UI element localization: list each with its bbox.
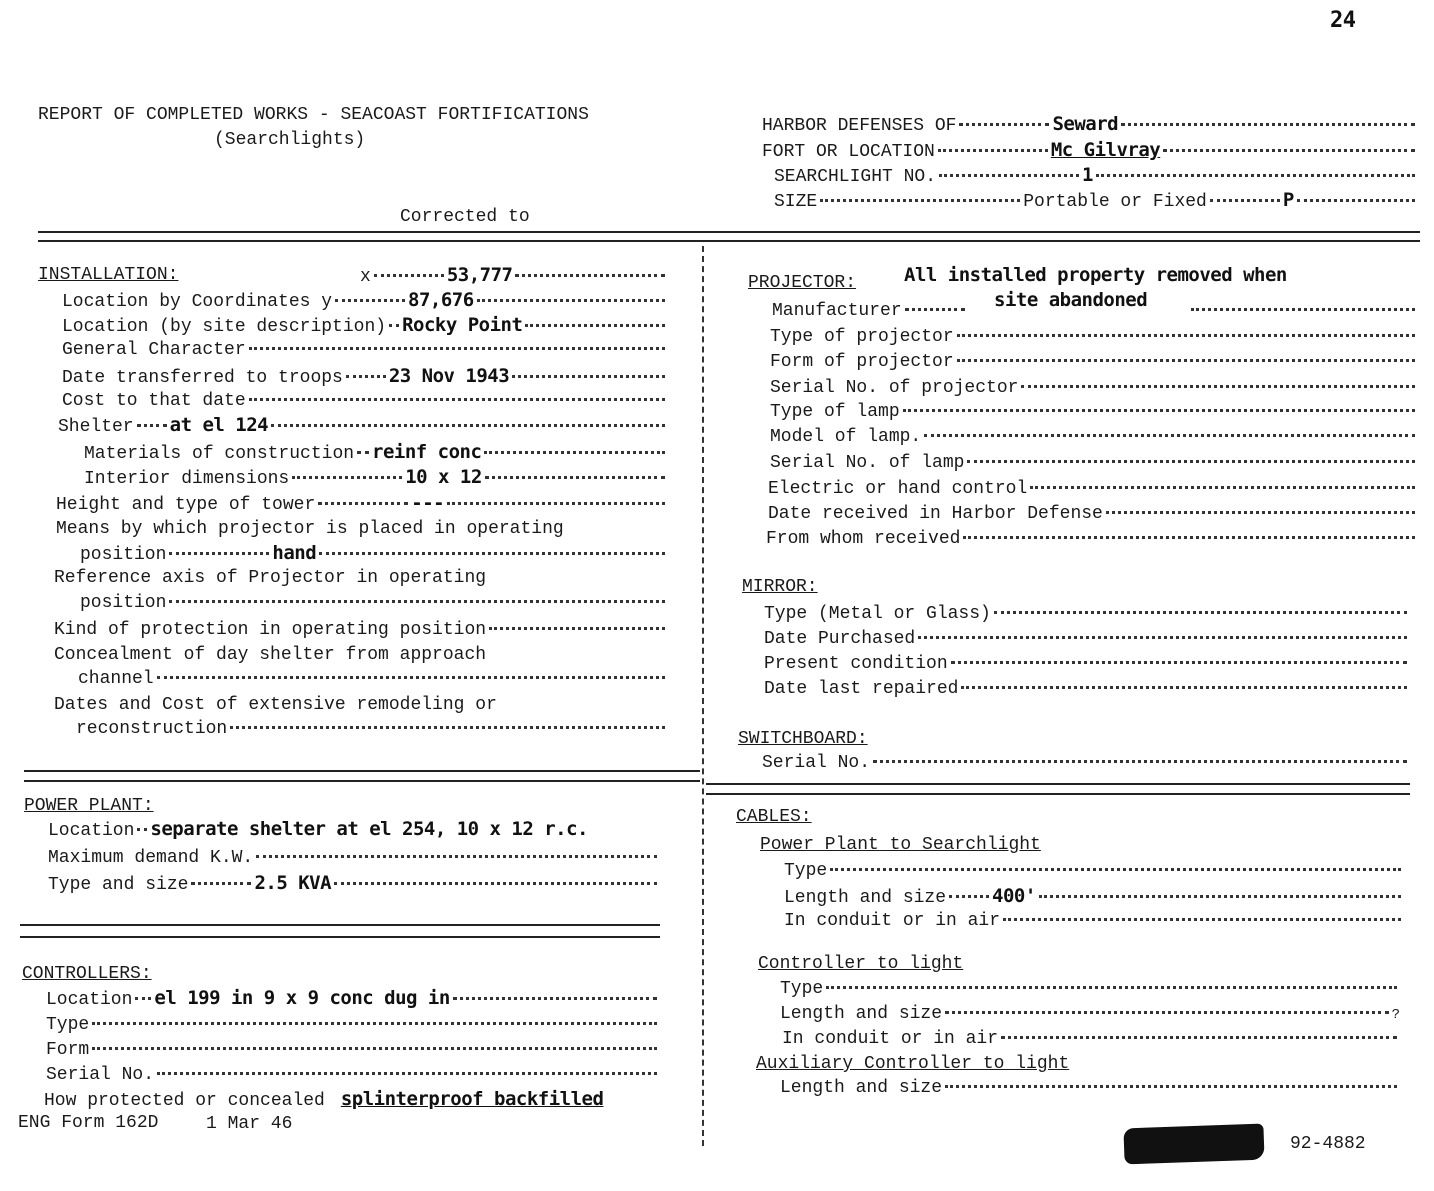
- means-value: hand: [272, 542, 317, 564]
- projector-heading: PROJECTOR:: [748, 273, 857, 293]
- tower-row: [56, 492, 668, 516]
- left-rule-2: [24, 780, 700, 782]
- pp-cable-type-row: [784, 860, 1404, 882]
- cables-heading: CABLES:: [736, 807, 812, 827]
- ref-row: [80, 592, 668, 614]
- searchlight-row: [774, 164, 1418, 188]
- pp-cable-length-value: 400': [992, 885, 1036, 907]
- ctl-cable-type-row: [780, 978, 1400, 1000]
- pp-type-value: 2.5 KVA: [254, 872, 332, 894]
- pp-cable-length-label: Length and size: [784, 888, 947, 908]
- pp-demand-label: Maximum demand K.W.: [48, 848, 254, 868]
- pp-cable-heading: Power Plant to Searchlight: [760, 835, 1041, 855]
- ctl-how-value: splinterproof backfilled: [340, 1088, 604, 1110]
- ctl-cable-length-row: [780, 1003, 1400, 1026]
- report-title: REPORT OF COMPLETED WORKS - SEACOAST FORTIFICATIONS: [38, 105, 589, 125]
- ref-label-2: position: [80, 593, 167, 613]
- pp-location-value: separate shelter at el 254, 10 x 12 r.c.: [150, 818, 588, 840]
- conceal-label: Concealment of day shelter from approach: [54, 645, 487, 665]
- mirror-purchased-row: [764, 628, 1410, 650]
- aux-cable-length-label: Length and size: [780, 1078, 943, 1098]
- date-received-row: [768, 503, 1418, 525]
- manufacturer-row: [772, 300, 1418, 322]
- lamp-type-row: [770, 401, 1418, 423]
- date-row: [62, 365, 668, 389]
- materials-value: reinf conc: [372, 441, 482, 463]
- ctl-cable-conduit-row: [782, 1028, 1400, 1050]
- pp-rule-1: [20, 924, 660, 926]
- ctl-type-label: Type: [46, 1015, 90, 1035]
- ctl-location-row: [46, 987, 660, 1011]
- footer-date: 1 Mar 46: [206, 1114, 293, 1134]
- switchboard-serial-label: Serial No.: [762, 753, 871, 773]
- lamp-serial-label: Serial No. of lamp: [770, 453, 965, 473]
- searchlight-label: SEARCHLIGHT NO.: [774, 167, 937, 187]
- date-label: Date transferred to troops: [62, 368, 343, 388]
- site-row: [62, 314, 668, 338]
- ctl-serial-row: [46, 1064, 660, 1086]
- kind-row: [54, 619, 668, 641]
- cost-label: Cost to that date: [62, 391, 246, 411]
- site-label: Location (by site description): [62, 317, 387, 337]
- mirror-condition-row: [764, 653, 1410, 675]
- kind-label: Kind of protection in operating position: [54, 620, 487, 640]
- pp-location-row: [48, 818, 680, 842]
- mirror-purchased-label: Date Purchased: [764, 629, 916, 649]
- aux-cable-heading: Auxiliary Controller to light: [756, 1054, 1070, 1074]
- shelter-value: at el 124: [169, 414, 269, 436]
- proj-serial-label: Serial No. of projector: [770, 378, 1019, 398]
- conceal-row: [78, 668, 668, 690]
- controllers-heading: CONTROLLERS:: [22, 964, 152, 984]
- means-row: [80, 542, 668, 566]
- footer-number: 92-4882: [1290, 1134, 1366, 1154]
- mirror-heading: MIRROR:: [742, 577, 818, 597]
- mirror-repaired-row: [764, 678, 1410, 700]
- lamp-type-label: Type of lamp: [770, 402, 900, 422]
- aux-cable-length-row: [780, 1077, 1400, 1099]
- ctl-serial-label: Serial No.: [46, 1065, 155, 1085]
- conceal-label-2: channel: [78, 669, 154, 689]
- y-value: 87,676: [408, 289, 474, 311]
- ctl-cable-length-value: ?: [1391, 1007, 1400, 1023]
- ctl-type-row: [46, 1014, 660, 1036]
- ctl-cable-conduit-label: In conduit or in air: [782, 1029, 999, 1049]
- ctl-location-label: Location: [46, 990, 133, 1010]
- ctl-form-row: [46, 1039, 660, 1061]
- ctl-cable-length-label: Length and size: [780, 1004, 943, 1024]
- general-row: [62, 339, 668, 361]
- interior-label: Interior dimensions: [84, 469, 290, 489]
- ctl-form-label: Form: [46, 1040, 90, 1060]
- portable-value: P: [1282, 189, 1294, 211]
- projector-note-2: site abandoned: [994, 289, 1148, 311]
- dates-label-2: reconstruction: [76, 719, 228, 739]
- pp-cable-conduit-label: In conduit or in air: [784, 911, 1001, 931]
- control-label: Electric or hand control: [768, 479, 1028, 499]
- right-rule-1: [706, 783, 1410, 785]
- mirror-condition-label: Present condition: [764, 654, 948, 674]
- ctl-location-value: el 199 in 9 x 9 conc dug in: [154, 987, 450, 1009]
- footer-form: ENG Form 162D: [18, 1113, 159, 1133]
- interior-value: 10 x 12: [405, 466, 482, 488]
- means-label-2: position: [80, 545, 167, 565]
- proj-type-label: Type of projector: [770, 327, 954, 347]
- means-label: Means by which projector is placed in operating: [56, 519, 564, 539]
- ctl-how-label: How protected or concealed: [44, 1091, 325, 1111]
- harbor-defenses-row: [762, 113, 1418, 137]
- pp-location-label: Location: [48, 821, 135, 841]
- y-label: Location by Coordinates y: [62, 292, 333, 312]
- x-label: x: [360, 267, 371, 287]
- pp-cable-conduit-row: [784, 910, 1404, 932]
- general-label: General Character: [62, 340, 246, 360]
- proj-serial-row: [770, 377, 1418, 399]
- pp-type-row: [48, 872, 660, 896]
- from-whom-label: From whom received: [766, 529, 961, 549]
- x-value: 53,777: [446, 264, 513, 286]
- fort-label: FORT OR LOCATION: [762, 142, 935, 162]
- pp-demand-row: [48, 847, 660, 869]
- materials-label: Materials of construction: [84, 444, 355, 464]
- dates-row: [76, 718, 668, 740]
- switchboard-heading: SWITCHBOARD:: [738, 729, 868, 749]
- size-label: SIZE: [774, 192, 818, 212]
- portable-label: Portable or Fixed: [1023, 192, 1207, 212]
- right-rule-2: [706, 793, 1410, 795]
- mirror-type-label: Type (Metal or Glass): [764, 604, 991, 624]
- lamp-model-row: [770, 426, 1418, 448]
- ctl-how-row: [44, 1088, 680, 1112]
- tower-value: ---: [411, 492, 445, 514]
- lamp-model-label: Model of lamp.: [770, 427, 922, 447]
- ctl-cable-heading: Controller to light: [758, 954, 964, 974]
- tower-label: Height and type of tower: [56, 495, 316, 515]
- control-row: [768, 478, 1418, 500]
- header-rule-1: [38, 231, 1420, 233]
- harbor-defenses-value: Seward: [1052, 113, 1119, 135]
- header-rule-2: [38, 240, 1420, 242]
- projector-note-1: All installed property removed when: [904, 264, 1287, 286]
- mirror-repaired-label: Date last repaired: [764, 679, 959, 699]
- proj-form-label: Form of projector: [770, 352, 954, 372]
- fort-value: Mc Gilvray: [1050, 139, 1161, 161]
- interior-row: [84, 466, 668, 490]
- installation-heading: INSTALLATION:: [38, 265, 179, 285]
- proj-type-row: [770, 326, 1418, 348]
- report-subtitle: (Searchlights): [214, 130, 366, 150]
- manufacturer-label: Manufacturer: [772, 301, 902, 321]
- shelter-row: [58, 414, 668, 438]
- date-received-label: Date received in Harbor Defense: [768, 504, 1103, 524]
- pp-cable-length-row: [784, 885, 1404, 909]
- dates-label: Dates and Cost of extensive remodeling or: [54, 695, 497, 715]
- shelter-label: Shelter: [58, 417, 134, 437]
- switchboard-serial-row: [762, 752, 1410, 774]
- fort-row: [762, 139, 1418, 163]
- lamp-serial-row: [770, 452, 1418, 474]
- materials-row: [84, 441, 668, 465]
- x-row: [360, 264, 668, 288]
- corrected-to: Corrected to: [400, 207, 530, 227]
- page-number: 24: [1330, 8, 1356, 33]
- size-row: [774, 189, 1418, 213]
- date-value: 23 Nov 1943: [388, 365, 510, 387]
- column-divider: [702, 246, 704, 1146]
- harbor-defenses-label: HARBOR DEFENSES OF: [762, 116, 957, 136]
- power-plant-heading: POWER PLANT:: [24, 796, 154, 816]
- pp-type-label: Type and size: [48, 875, 189, 895]
- cost-row: [62, 390, 668, 412]
- ctl-cable-type-label: Type: [780, 979, 824, 999]
- site-value: Rocky Point: [402, 314, 523, 336]
- y-row: [62, 289, 668, 313]
- from-whom-row: [766, 528, 1418, 550]
- pp-rule-2: [20, 936, 660, 938]
- searchlight-value: 1: [1082, 164, 1093, 186]
- mirror-type-row: [764, 603, 1410, 625]
- left-rule-1: [24, 770, 700, 772]
- pp-cable-type-label: Type: [784, 861, 828, 881]
- proj-form-row: [770, 351, 1418, 373]
- ref-label: Reference axis of Projector in operating: [54, 568, 487, 588]
- redaction-mark: [1123, 1124, 1264, 1165]
